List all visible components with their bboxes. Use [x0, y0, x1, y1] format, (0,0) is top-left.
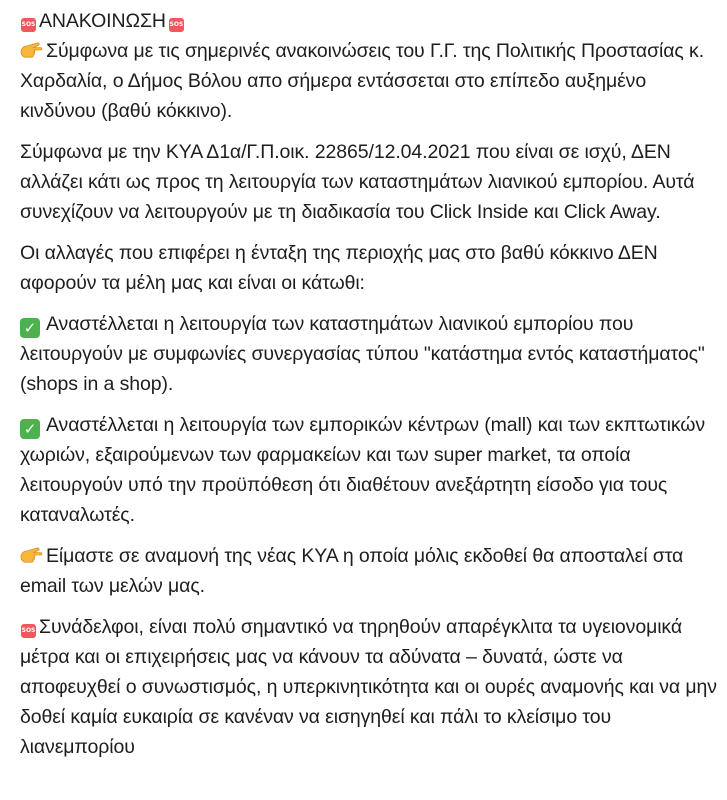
paragraph-text: Συνάδελφοι, είναι πολύ σημαντικό να τηρηθούν απαρέγκλιτα τα υγειονομικά μέτρα και οι επιχειρήσεις μας να κάνουν τα αδύνατα – δυνατά, ώστε να αποφευχθεί ο συνωστισμός, η υπερκινητικότητα και οι ουρές αναμονής και να μην δοθεί καμία ευκαιρία σε κανέναν να εισηγηθεί και πάλι το κλείσιμο του λιανεμπορίου: [20, 616, 717, 758]
paragraph-text: Αναστέλλεται η λειτουργία των εμπορικών κέντρων (mall) και των εκπτωτικών χωριών, εξαιρούμενων των φαρμακείων και των super market, τα οποία λειτουργούν υπό την προϋπόθεση ότι διαθέτουν ανεξάρτητη είσοδο για τους καταναλωτές.: [20, 414, 706, 526]
paragraph-text: Είμαστε σε αναμονή της νέας ΚΥΑ η οποία μόλις εκδοθεί θα αποσταλεί στα email των μελών μας.: [20, 545, 684, 597]
post-title-line: [20, 6, 717, 36]
paragraph: [20, 309, 717, 399]
paragraph: [20, 238, 717, 298]
pointing-hand-icon: [20, 545, 44, 565]
paragraph: [20, 36, 717, 126]
paragraph-text: Σύμφωνα με τις σημερινές ανακοινώσεις του Γ.Γ. της Πολιτικής Προστασίας κ. Χαρδαλία, ο Δήμος Βόλου απο σήμερα εντάσσεται στο επίπεδο αυξημένο κινδύνου (βαθύ κόκκινο).: [20, 40, 705, 122]
sos-icon: SOS: [21, 624, 36, 638]
post-title: ΑΝΑΚΟΙΝΩΣΗ: [39, 10, 166, 32]
paragraph-text: Αναστέλλεται η λειτουργία των καταστημάτων λιανικού εμπορίου που λειτουργούν με συμφωνίες συνεργασίας τύπου "κατάστημα εντός καταστήματος" (shops in a shop).: [20, 313, 705, 395]
check-mark-icon: ✓: [20, 318, 40, 338]
paragraph-text: Οι αλλαγές που επιφέρει η ένταξη της περιοχής μας στο βαθύ κόκκινο ΔΕΝ αφορούν τα μέλη μας και είναι οι κάτωθι:: [20, 242, 658, 294]
sos-icon: SOS: [21, 18, 36, 32]
paragraph: [20, 541, 717, 601]
paragraph: [20, 410, 717, 530]
post-text: [20, 6, 717, 762]
paragraph: [20, 612, 717, 762]
sos-icon: SOS: [169, 18, 184, 32]
check-mark-icon: ✓: [20, 419, 40, 439]
pointing-hand-icon: [20, 40, 44, 60]
paragraph-text: Σύμφωνα με την ΚΥΑ Δ1α/Γ.Π.οικ. 22865/12.04.2021 που είναι σε ισχύ, ΔΕΝ αλλάζει κάτι ως προς τη λειτουργία των καταστημάτων λιανικού εμπορίου. Αυτά συνεχίζουν να λειτουργούν με τη διαδικασία του Click Inside και Click Away.: [20, 141, 695, 223]
paragraph: [20, 137, 717, 227]
